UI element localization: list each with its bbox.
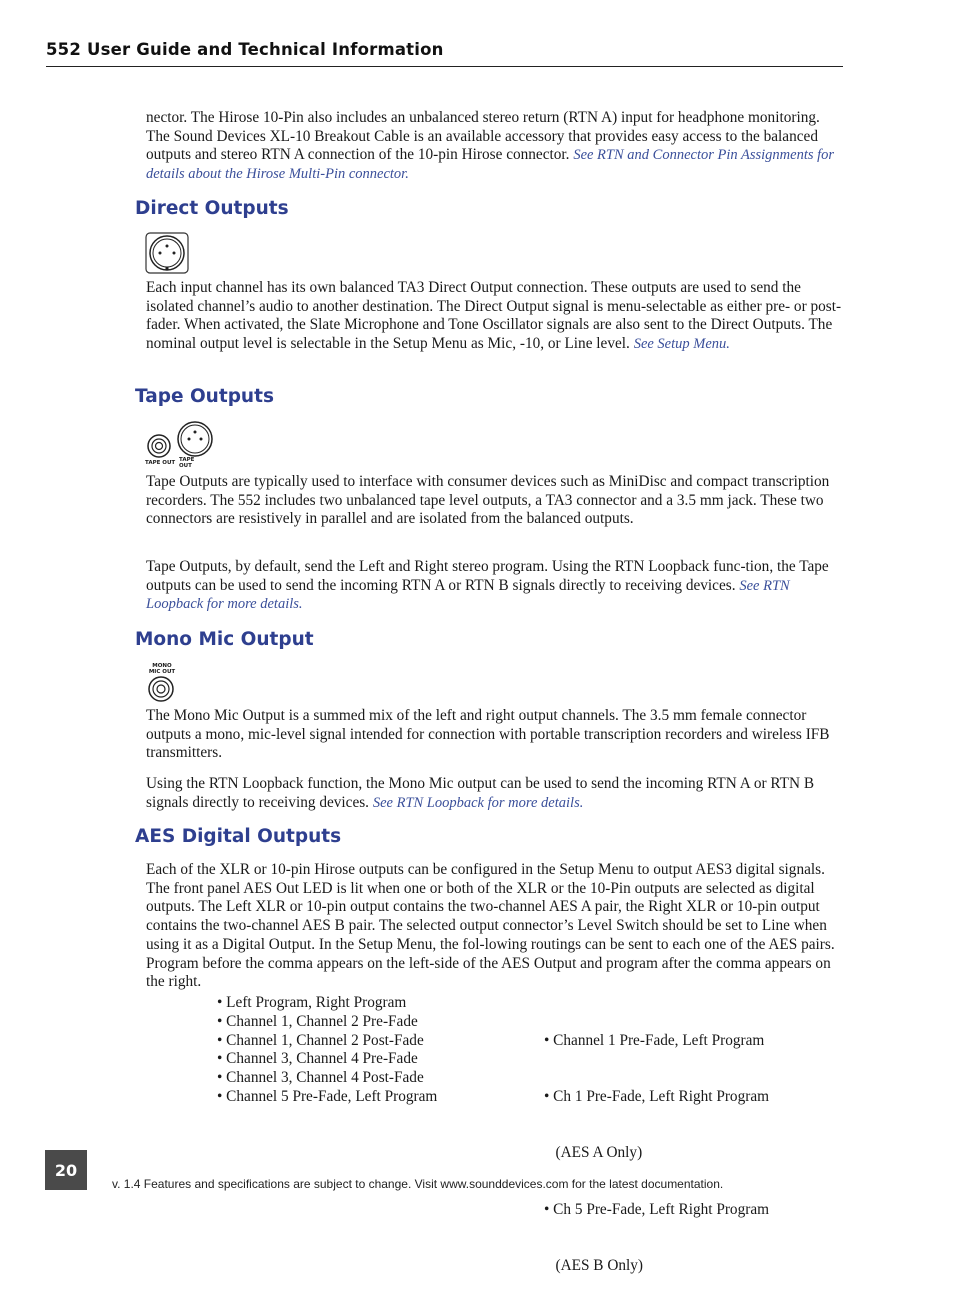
mono-mic-paragraph-1 [146,707,846,763]
mono-mic-output-heading: Mono Mic Output [135,629,314,650]
aes-paragraph [146,861,846,992]
page-header [46,40,843,67]
tape-outputs-heading: Tape Outputs [135,386,274,407]
tape-text-1: Tape Outputs are typically used to interface with consumer devices such as MiniDisc and compact transcription recorders. The 552 includes two unbalanced tape level outputs, a TA3 connector and a 3.5 mm jack. These two connectors are resistively in parallel and are isolated from the balanced outputs. [146,473,830,528]
list-item: • Channel 3, Channel 4 Post-Fade [217,1069,424,1087]
aes-text: Each of the XLR or 10-pin Hirose outputs can be configured in the Setup Menu to output AES3 digital signals. The front panel AES Out LED is lit when one or both of the XLR or the 10-Pin outputs are selected as digital outputs. The Left XLR or 10-pin output contains the two-channel AES A pair, the Right XLR or 10-pin output contains the two-channel AES B pair. The selected output connector’s Level Switch should be set to Line when using it as a Digital Output. In the Setup Menu, the fol-lowing routings can be sent to each one of the AES pairs. Program before the comma appears on the left-side of the AES Output and program after the comma appears on the right. [146,861,835,991]
tape-outputs-paragraph-1 [146,473,846,529]
direct-outputs-paragraph [146,279,846,354]
mono-text-1: The Mono Mic Output is a summed mix of the left and right output channels. The 3.5 mm female connector outputs a mono, mic-level signal intended for connection with portable transcription recorders and wireless IFB transmitters. [146,707,830,762]
mono-mic-paragraph-2 [146,775,846,812]
list-item: • Ch 1 Pre-Fade, Left Right Program [544,1087,770,1105]
aes-digital-outputs-heading: AES Digital Outputs [135,826,342,847]
intro-text: nector. The Hirose 10-Pin also includes an unbalanced stereo return (RTN A) input for headphone monitoring. The Sound Devices XL-10 Breakout Cable is an available accessory that provides easy access to the balanced outputs and stereo RTN A connection of the 10-pin Hirose connector. [146,109,820,164]
intro-paragraph [146,109,846,184]
list-item: • Channel 1, Channel 2 Pre-Fade [217,1012,418,1030]
mono-mic-out-label: MONO MIC OUT [148,663,176,675]
list-item: • Ch 5 Pre-Fade, Left Right Program [544,1200,770,1218]
mono-link[interactable]: See RTN Loopback for more details. [372,794,584,811]
direct-link[interactable]: See Setup Menu. [633,336,730,353]
xlr-connector-icon [145,232,189,279]
tape-outputs-paragraph-2 [146,558,846,614]
list-item: • Channel 1, Channel 2 Post-Fade [217,1031,424,1049]
list-item: (AES B Only) [544,1257,644,1275]
list-item: • Channel 3, Channel 4 Pre-Fade [217,1050,418,1068]
tape-text-2: Tape Outputs, by default, send the Left and Right stereo program. Using the RTN Loopback func-tion, the Tape outputs can be used to send the incoming RTN A or RTN B signals directly to receiving devices. [146,558,829,594]
footer-text: v. 1.4 Features and specifications are subject to change. Visit www.sounddevices.com for the latest documentation. [112,1177,724,1191]
page-number: 20 [45,1150,87,1190]
aes-bullets-right [544,994,769,1295]
tape-out-label-1: TAPE OUT [145,460,176,466]
tape-link[interactable]: See RTN Loopback for more details. [146,577,790,613]
mono-text-2: Using the RTN Loopback function, the Mono Mic output can be used to send the incoming RTN A or RTN B signals directly to receiving devices. [146,775,815,811]
tape-out-label-2: TAPE OUT [179,457,195,469]
list-item: • Channel 1 Pre-Fade, Left Program [544,1031,765,1049]
list-item: • Left Program, Right Program [217,994,407,1011]
list-item: • Channel 5 Pre-Fade, Left Program [217,1087,438,1105]
intro-link[interactable]: See RTN and Connector Pin Assignments for details about the Hirose Multi-Pin connector. [146,147,835,183]
tape-out-connectors-icon [145,420,217,475]
mono-mic-connector-icon [145,662,179,709]
list-item: (AES A Only) [544,1144,643,1162]
direct-outputs-heading: Direct Outputs [135,198,289,219]
aes-bullets-left [217,994,437,1107]
direct-text: Each input channel has its own balanced TA3 Direct Output connection. These outputs are used to send the isolated channel’s audio to another destination. The Direct Output signal is menu-selectable as either pre- or post-fader. When activated, the Slate Microphone and Tone Oscillator signals are also sent to the Direct Outputs. The nominal output level is selectable in the Setup Menu as Mic, -10, or Line level. [146,279,842,353]
header-title: 552 User Guide and Technical Information [46,40,444,59]
